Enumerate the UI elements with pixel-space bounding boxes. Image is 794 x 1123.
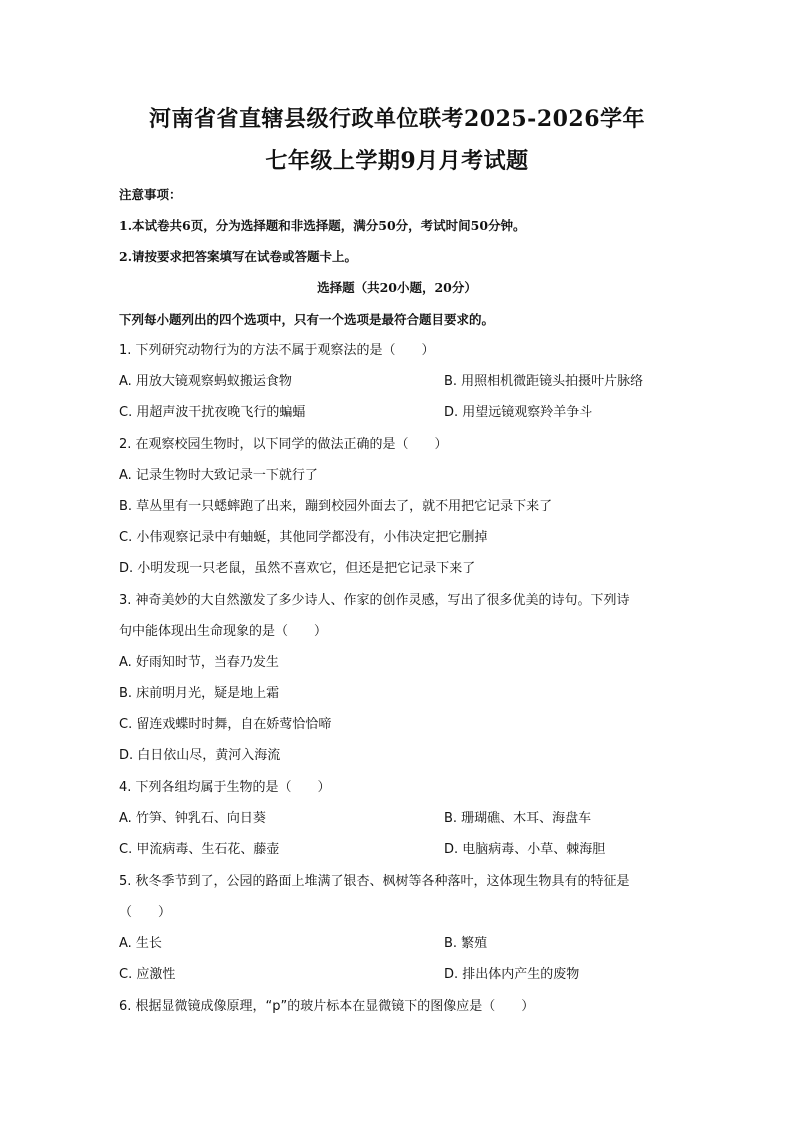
question-2-stem: 2. 在观察校园生物时，以下同学的做法正确的是（ ） — [119, 437, 448, 452]
question-3-stem-line2: 句中能体现出生命现象的是（ ） — [119, 624, 328, 639]
question-4-option-c: C. 甲流病毒、生石花、藤壶 — [119, 842, 280, 857]
question-5-option-b: B. 繁殖 — [444, 936, 488, 951]
question-5-option-a: A. 生长 — [119, 936, 162, 951]
question-4-option-a: A. 竹笋、钟乳石、向日葵 — [119, 811, 266, 826]
question-4-stem: 4. 下列各组均属于生物的是（ ） — [119, 780, 331, 795]
question-1-stem: 1. 下列研究动物行为的方法不属于观察法的是（ ） — [119, 343, 435, 358]
question-2-option-a: A. 记录生物时大致记录一下就行了 — [119, 468, 318, 483]
question-2-option-c: C. 小伟观察记录中有蚰蜒，其他同学都没有，小伟决定把它删掉 — [119, 530, 488, 545]
section-heading: 选择题（共20小题，20分） — [317, 280, 477, 295]
notice-label: 注意事项： — [119, 187, 182, 202]
exam-title-line1: 河南省省直辖县级行政单位联考2025-2026学年 — [148, 106, 646, 132]
exam-title-line2: 七年级上学期9月月考试题 — [265, 148, 529, 174]
question-4-option-d: D. 电脑病毒、小草、棘海胆 — [444, 842, 606, 857]
question-1-option-a: A. 用放大镜观察蚂蚁搬运食物 — [119, 374, 292, 389]
question-1-option-d: D. 用望远镜观察羚羊争斗 — [444, 405, 593, 420]
question-3-stem-line1: 3. 神奇美妙的大自然激发了多少诗人、作家的创作灵感，写出了很多优美的诗句。下列诗 — [119, 593, 630, 608]
question-1-option-c: C. 用超声波干扰夜晚飞行的蝙蝠 — [119, 405, 306, 420]
question-3-option-c: C. 留连戏蝶时时舞，自在娇莺恰恰啼 — [119, 717, 332, 732]
question-5-stem-line2: （ ） — [119, 905, 172, 920]
section-instruction: 下列每小题列出的四个选项中，只有一个选项是最符合题目要求的。 — [119, 312, 495, 327]
question-3-option-b: B. 床前明月光，疑是地上霜 — [119, 686, 280, 701]
question-5-option-c: C. 应激性 — [119, 967, 176, 982]
question-1-option-b: B. 用照相机微距镜头拍摄叶片脉络 — [444, 374, 644, 389]
question-5-stem-line1: 5. 秋冬季节到了，公园的路面上堆满了银杏、枫树等各种落叶，这体现生物具有的特征是 — [119, 874, 630, 889]
question-3-option-d: D. 白日依山尽，黄河入海流 — [119, 748, 281, 763]
question-3-option-a: A. 好雨知时节，当春乃发生 — [119, 655, 279, 670]
question-2-option-d: D. 小明发现一只老鼠，虽然不喜欢它，但还是把它记录下来了 — [119, 561, 476, 576]
notice-item-2: 2.请按要求把答案填写在试卷或答题卡上。 — [119, 249, 358, 264]
question-5-option-d: D. 排出体内产生的废物 — [444, 967, 580, 982]
question-6-stem: 6. 根据显微镜成像原理，“p”的玻片标本在显微镜下的图像应是（ ） — [119, 999, 535, 1014]
question-4-option-b: B. 珊瑚礁、木耳、海盘车 — [444, 811, 592, 826]
question-2-option-b: B. 草丛里有一只蟋蟀跑了出来，蹦到校园外面去了，就不用把它记录下来了 — [119, 499, 553, 514]
notice-item-1: 1.本试卷共6页，分为选择题和非选择题，满分50分，考试时间50分钟。 — [119, 218, 526, 233]
